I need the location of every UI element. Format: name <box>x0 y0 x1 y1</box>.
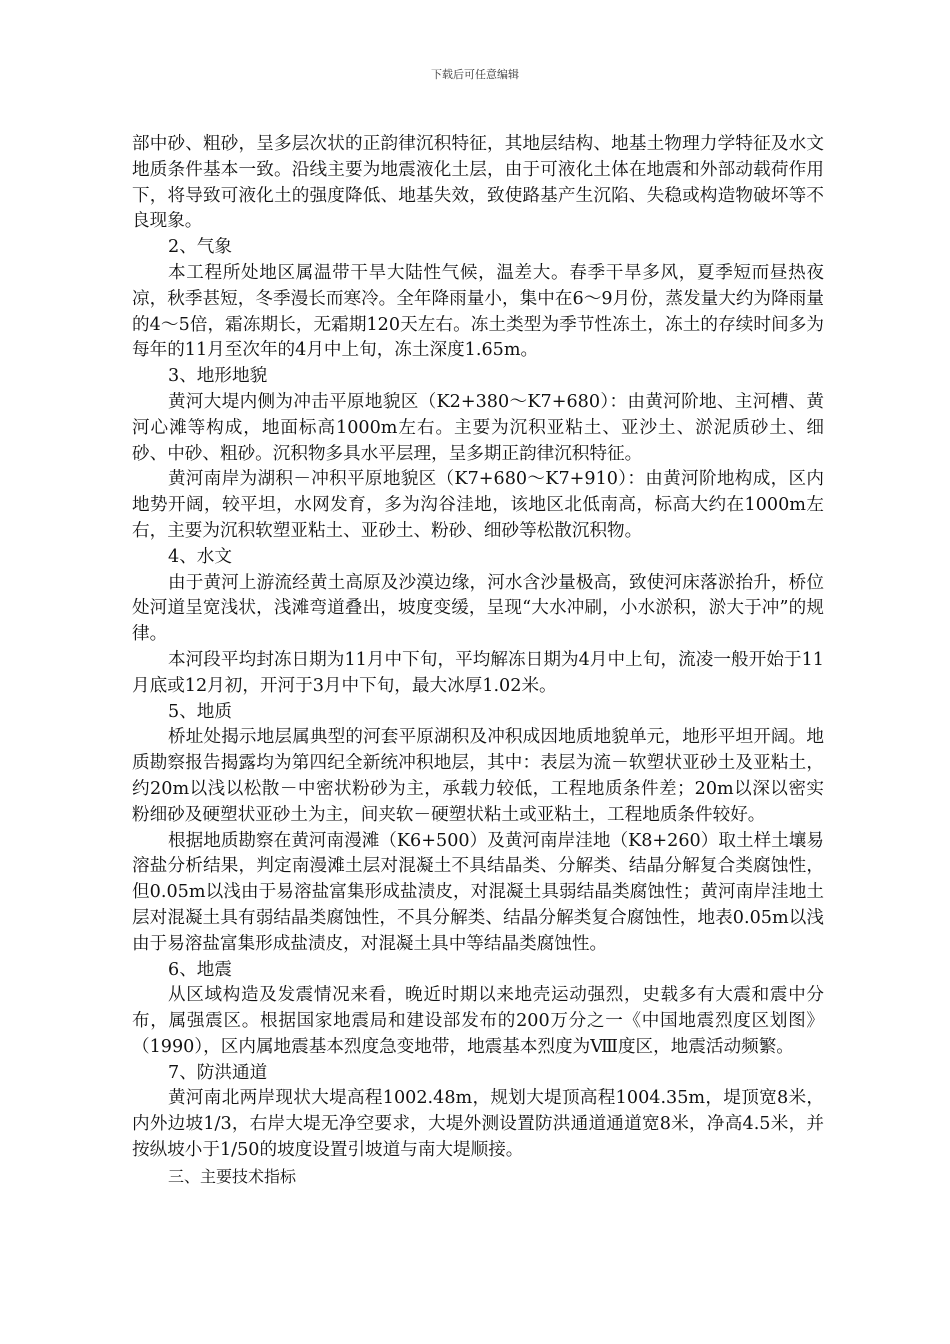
section-heading-terrain: 3、地形地貌 <box>168 366 268 387</box>
page-header: 下载后可任意编辑 <box>431 68 519 81</box>
paragraph-hydrology-ice: 本河段平均封冻日期为11月中下旬，平均解冻日期为4月中上旬，流凌一般开始于11月底或12月初，开河于3月中下旬，最大冰厚1.02米。 <box>132 649 824 696</box>
paragraph-climate: 本工程所处地区属温带干旱大陆性气候，温差大。春季干旱多风，夏季短而昼热夜凉，秋季甚短，冬季漫长而寒冷。全年降雨量小，集中在6～9月份，蒸发量大约为降雨量的4～5倍，霜冻期长，无霜期120天左右。冻土类型为季节性冻土，冻土的存续时间多为每年的11月至次年的4月中上旬，冻土深度1.65m。 <box>132 262 824 361</box>
section-heading-hydrology: 4、水文 <box>168 546 232 567</box>
paragraph-geology-continuation: 部中砂、粗砂，呈多层次状的正韵律沉积特征，其地层结构、地基土物理力学特征及水文地质条件基本一致。沿线主要为地震液化土层，由于可液化土体在地震和外部动载荷作用下，将导致可液化土的强度降低、地基失效，致使路基产生沉陷、失稳或构造物破坏等不良现象。 <box>132 134 824 232</box>
paragraph-flood-channel: 黄河南北两岸现状大堤高程1002.48m，规划大堤顶高程1004.35m，堤顶宽8米，内外边坡1/3，右岸大堤无净空要求，大堤外测设置防洪通道通道宽8米，净高4.5米，并按纵坡小于1/50的坡度设置引坡道与南大堤顺接。 <box>132 1088 824 1161</box>
paragraph-hydrology-sediment: 由于黄河上游流经黄土高原及沙漠边缘，河水含沙量极高，致使河床落淤抬升，桥位处河道呈宽浅状，浅滩弯道叠出，坡度变缓，呈现“大水冲刷，小水淤积，淤大于冲”的规律。 <box>132 572 824 645</box>
section-heading-climate: 2、气象 <box>168 237 232 258</box>
paragraph-terrain-south: 黄河南岸为湖积－冲积平原地貌区（K7+680～K7+910）：由黄河阶地构成，区内地势开阔，较平坦，水网发育，多为沟谷洼地，该地区北低南高，标高大约在1000m左右，主要为沉积软塑亚粘土、亚砂土、粉砂、细砂等松散沉积物。 <box>132 469 824 541</box>
paragraph-terrain-north: 黄河大堤内侧为冲击平原地貌区（K2+380～K7+680）：由黄河阶地、主河槽、黄河心滩等构成，地面标高1000m左右。主要为沉积亚粘土、亚沙土、淤泥质砂土、细砂、中砂、粗砂。沉积物多具水平层理，呈多期正韵律沉积特征。 <box>132 391 824 464</box>
chapter-heading-technical-indicators: 三、主要技术指标 <box>168 1166 297 1186</box>
section-heading-geology: 5、地质 <box>168 701 232 722</box>
paragraph-geology-strata: 桥址处揭示地层属典型的河套平原湖积及冲积成因地质地貌单元，地形平坦开阔。地质勘察报告揭露均为第四纪全新统冲积地层，其中：表层为流－软塑状亚砂土及亚粘土，约20m以浅以松散－中密状粉砂为主，承载力较低，工程地质条件差；20m以深以密实粉细砂及硬塑状亚砂土为主，间夹软－硬塑状粘土或亚粘土，工程地质条件较好。 <box>132 727 824 825</box>
paragraph-earthquake: 从区域构造及发震情况来看，晚近时期以来地壳运动强烈，史载多有大震和震中分布，属强震区。根据国家地震局和建设部发布的200万分之一《中国地震烈度区划图》（1990），区内属地震基本烈度急变地带，地震基本烈度为Ⅷ度区，地震活动频繁。 <box>132 985 824 1057</box>
section-heading-earthquake: 6、地震 <box>168 959 232 980</box>
section-heading-flood-channel: 7、防洪通道 <box>168 1062 268 1083</box>
document-body <box>132 132 824 1190</box>
paragraph-geology-corrosion: 根据地质勘察在黄河南漫滩（K6+500）及黄河南岸洼地（K8+260）取土样土壤易溶盐分析结果，判定南漫滩土层对混凝土不具结晶类、分解类、结晶分解复合类腐蚀性，但0.05m以浅由于易溶盐富集形成盐渍皮，对混凝土具弱结晶类腐蚀性；黄河南岸洼地土层对混凝土具有弱结晶类腐蚀性，不具分解类、结晶分解类复合腐蚀性，地表0.05m以浅由于易溶盐富集形成盐渍皮，对混凝土具中等结晶类腐蚀性。 <box>132 830 824 954</box>
